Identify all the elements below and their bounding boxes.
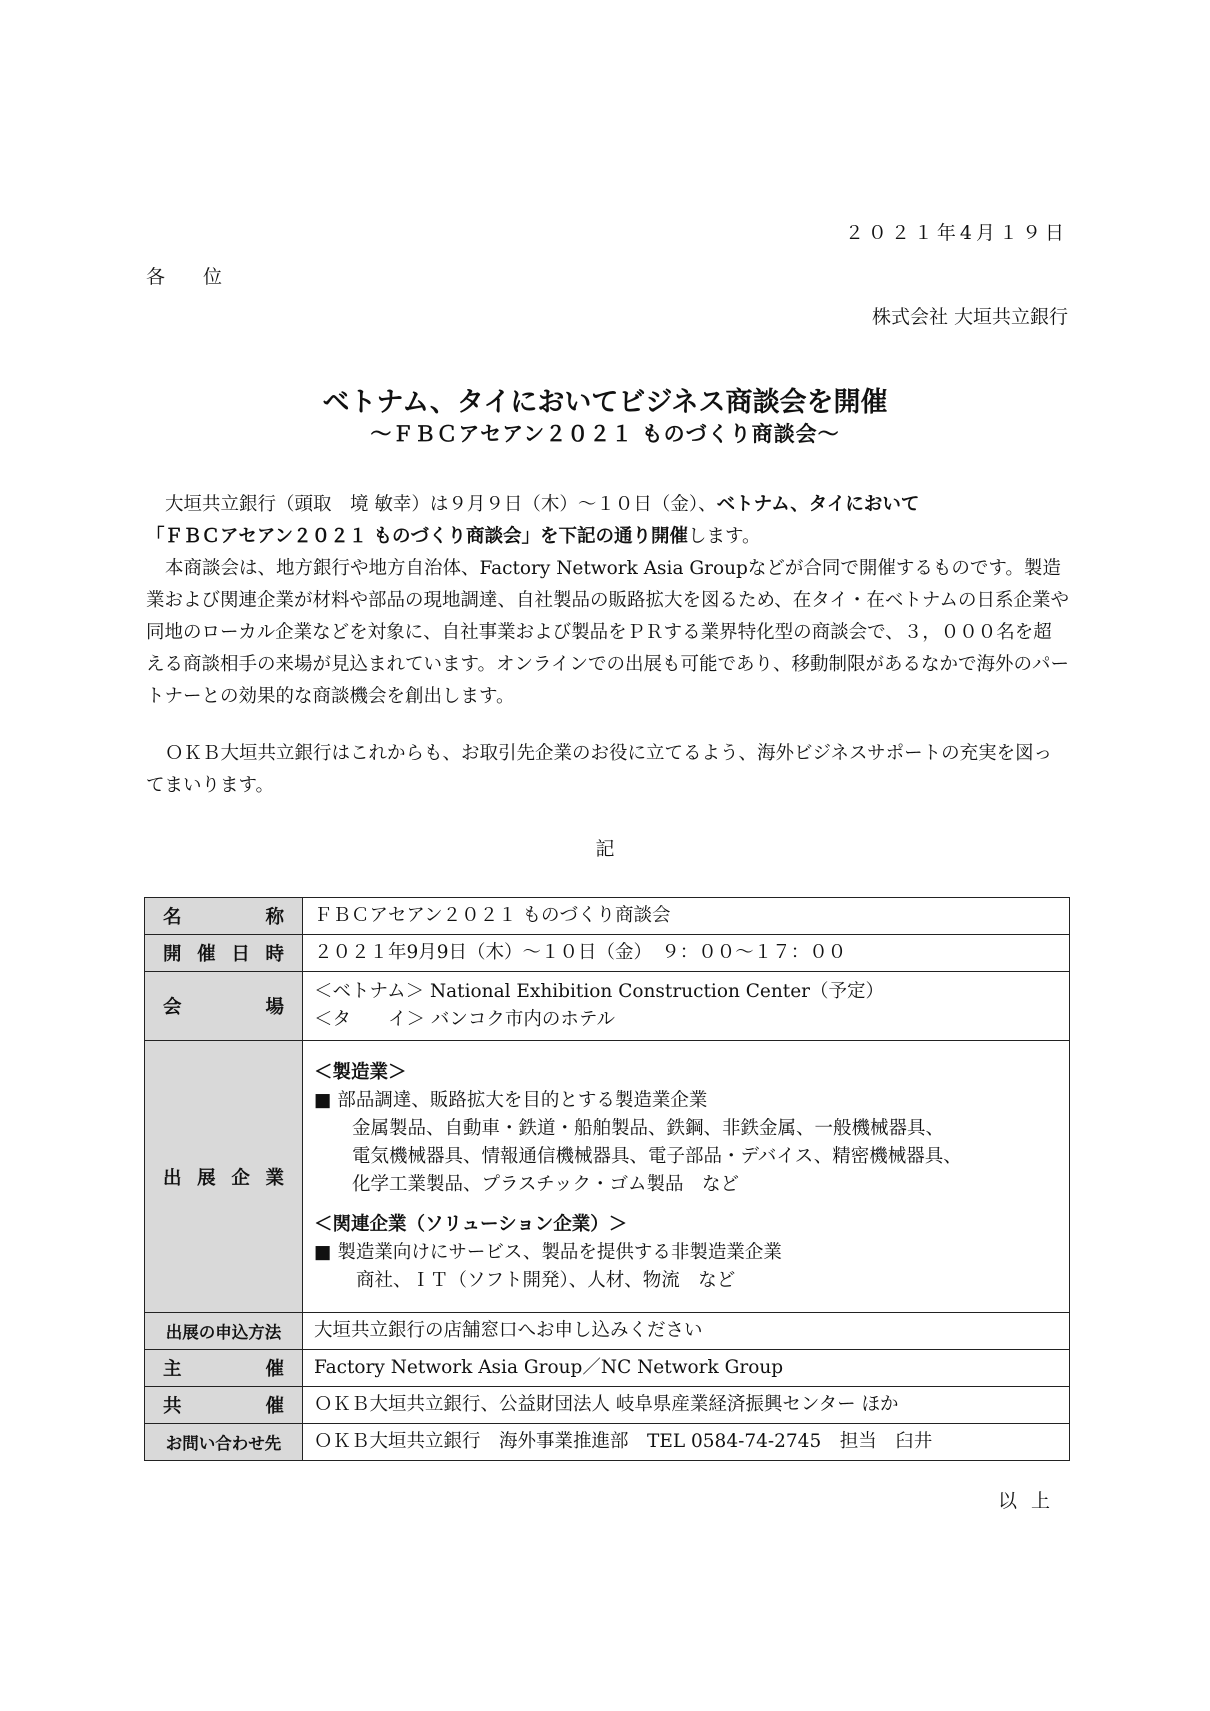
label-contact-text: お問い合わせ先 [165,1434,282,1453]
table-row-contact [145,1424,1070,1461]
table-row-apply [145,1313,1070,1350]
label-datetime-text: 開 催 日 時 [163,944,284,965]
value-co-organizer: ＯＫＢ大垣共立銀行、公益財団法人 岐阜県産業経済振興センター ほか [303,1387,1070,1424]
exhibitors-mfg-bullet: ■ 部品調達、販路拡大を目的とする製造業企業 [314,1089,708,1111]
table-row-venue [145,972,1070,1041]
spacer [314,1199,1058,1211]
intro-text: 大垣共立銀行（頭取 境 敏幸）は９月９日（木）～１０日（金）、 [165,494,717,515]
exhibitors-related-line1: 商社、ＩＴ（ソフト開発）、人材、物流 など [356,1269,736,1291]
document-title: ベトナム、タイにおいてビジネス商談会を開催 [322,387,888,418]
label-co-organizer [145,1387,303,1424]
label-apply-text: 出展の申込方法 [165,1323,282,1342]
label-organizer-text: 主 催 [163,1359,284,1380]
venue-thailand: ＜タ イ＞ バンコク市内のホテル [314,1009,615,1030]
paragraph-intro [146,489,1070,553]
label-organizer [145,1350,303,1387]
label-exhibitors-text: 出 展 企 業 [163,1167,284,1189]
addressee: 各位 [146,266,261,288]
table-row-name [145,898,1070,935]
event-info-table [144,897,1070,1461]
table-row-co-organizer [145,1387,1070,1424]
label-co-organizer-text: 共 催 [163,1396,284,1417]
paragraph-closing: ＯＫＢ大垣共立銀行はこれからも、お取引先企業のお役に立てるよう、海外ビジネスサポートの充実を図ってまいります。 [146,743,1053,796]
table-row-organizer [145,1350,1070,1387]
intro-highlight-2: 「ＦＢＣアセアン２０２１ ものづくり商談会」を下記の通り開催 [146,526,689,547]
value-organizer: Factory Network Asia Group／NC Network Group [303,1350,1070,1387]
value-contact: ＯＫＢ大垣共立銀行 海外事業推進部 TEL 0584-74-2745 担当 臼井 [303,1424,1070,1461]
value-datetime: ２０２１年9月9日（木）～１０日（金） ９：００～１７：００ [303,935,1070,972]
closing-mark: 以上 [997,1490,1064,1512]
label-name-text: 名 称 [163,907,284,928]
document-subtitle: ～ＦＢＣアセアン２０２１ ものづくり商談会～ [370,422,840,446]
venue-vietnam: ＜ベトナム＞ National Exhibition Construction Center（予定） [314,981,885,1002]
value-apply: 大垣共立銀行の店舗窓口へお申し込みください [303,1313,1070,1350]
exhibitors-related-heading: ＜関連企業（ソリューション企業）＞ [314,1213,628,1235]
exhibitors-mfg-line2: 電気機械器具、情報通信機械器具、電子部品・デバイス、精密機械器具、 [352,1145,962,1167]
table-row-exhibitors [145,1041,1070,1313]
intro-tail: します。 [688,526,761,547]
label-venue-text: 会 場 [163,997,284,1018]
label-venue [145,972,303,1041]
label-contact [145,1424,303,1461]
table-row-datetime [145,935,1070,972]
exhibitors-related-bullet: ■ 製造業向けにサービス、製品を提供する非製造業企業 [314,1241,782,1263]
sender-name: 株式会社 大垣共立銀行 [871,306,1068,328]
value-venue [303,972,1070,1041]
label-name [145,898,303,935]
exhibitors-mfg-line3: 化学工業製品、プラスチック・ゴム製品 など [352,1173,740,1195]
value-exhibitors [303,1041,1070,1313]
label-datetime [145,935,303,972]
value-name: ＦＢＣアセアン２０２１ ものづくり商談会 [303,898,1070,935]
label-apply [145,1313,303,1350]
ki-marker: 記 [595,838,615,860]
exhibitors-mfg-line1: 金属製品、自動車・鉄道・船舶製品、鉄鋼、非鉄金属、一般機械器具、 [352,1117,945,1139]
document-date: ２０２１年4月１９日 [844,222,1068,244]
exhibitors-mfg-heading: ＜製造業＞ [314,1061,407,1083]
paragraph-overview: 本商談会は、地方銀行や地方自治体、Factory Network Asia Groupなどが合同で開催するものです。製造業および関連企業が材料や部品の現地調達、自社製品の販路拡大を図るため、在タイ・在ベトナムの日系企業や同地のローカル企業などを対象に、自社事業および製品をＰＲする業界特化型の商談会で、３，０００名を超える商談相手の来場が見込まれています。オンラインでの出展も可能であり、移動制限があるなかで海外のパートナーとの効果的な商談機会を創出します。 [146,558,1069,707]
label-exhibitors [145,1041,303,1313]
intro-highlight-1: ベトナム、タイにおいて [716,494,920,515]
